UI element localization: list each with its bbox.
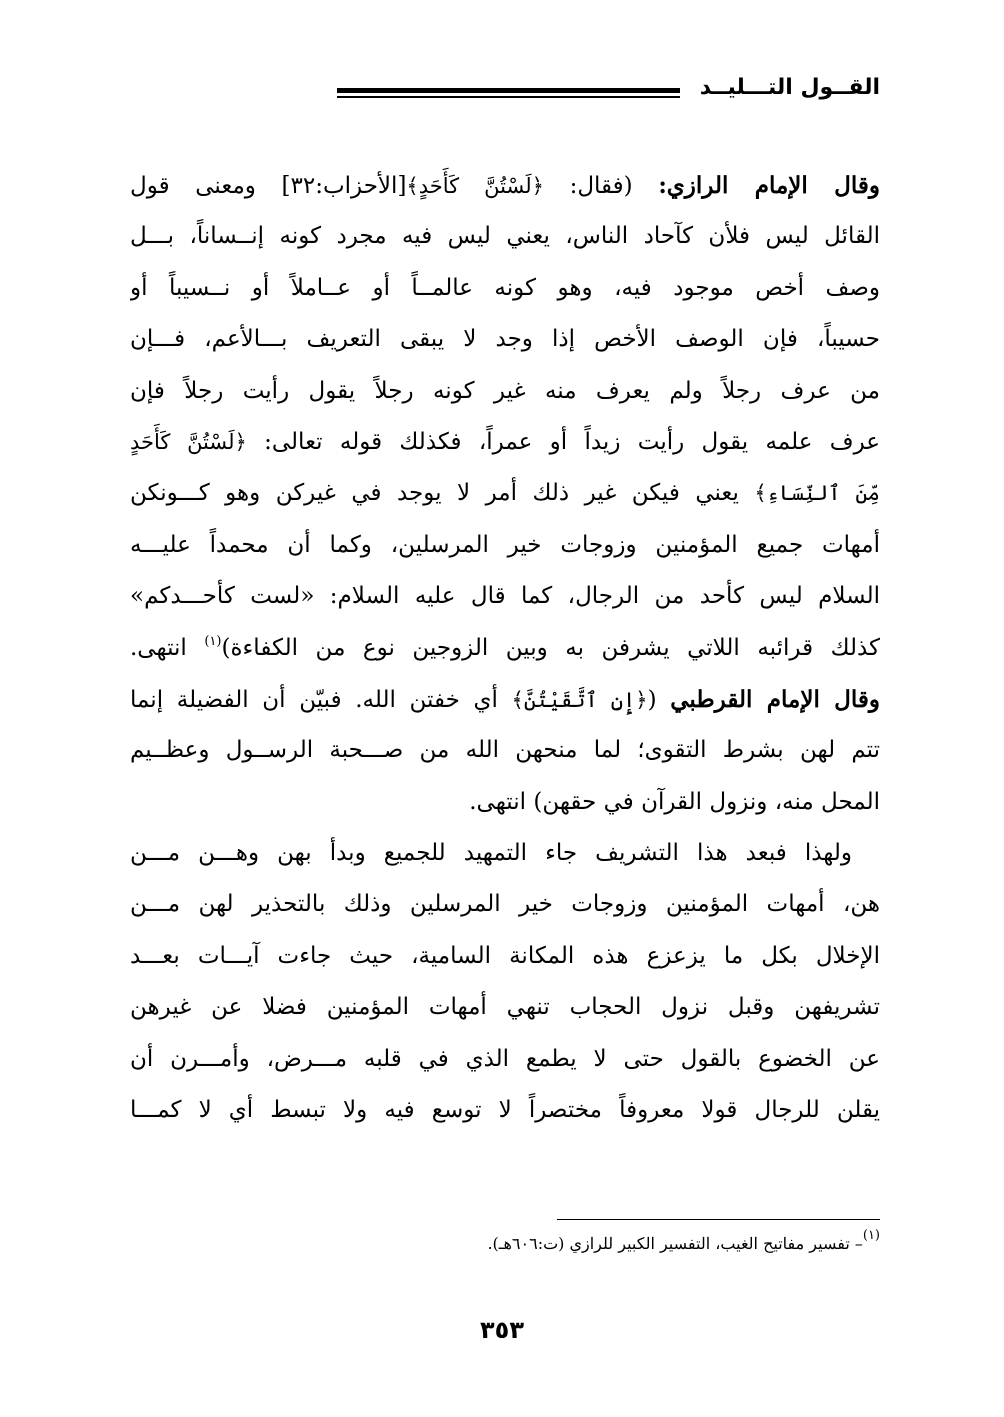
text-line-7 bbox=[130, 468, 880, 519]
footnote-separator bbox=[557, 1219, 880, 1220]
text-line-6 bbox=[130, 417, 880, 468]
footnote-text: – تفسير مفاتيح الغيب، التفسير الكبير للرازي (ت:٦٠٦هـ). bbox=[487, 1234, 863, 1253]
text-line-18: عن الخضوع بالقول حتى لا يطمع الذي في قلبه مـــرض، وأمـــرن أن bbox=[130, 1045, 880, 1072]
text-line-12: تتم لهن بشرط التقوى؛ لما منحهن الله من صـــحبة الرســول وعظــيم bbox=[130, 737, 880, 764]
text-line-8: أمهات جميع المؤمنين وزوجات خير المرسلين، وكما أن محمداً عليـــه bbox=[130, 531, 880, 558]
text-line-13: المحل منه، ونزول القرآن في حقهن) انتهى. bbox=[469, 788, 880, 815]
footnote-reference: (١) bbox=[204, 633, 222, 649]
footnote bbox=[487, 1228, 880, 1256]
text-segment: عرف علمه يقول رأيت زيداً أو عمراً، فكذلك قوله تعالى: bbox=[246, 428, 880, 455]
text-segment: انتهى. bbox=[130, 634, 205, 661]
running-header bbox=[130, 74, 880, 104]
text-line-1 bbox=[130, 160, 880, 211]
header-rule-thin bbox=[337, 96, 680, 98]
text-segment: [الأحزاب:٣٢] ومعنى قول bbox=[130, 173, 407, 199]
text-line-17: تشريفهن وقبل نزول الحجاب تنهي أمهات المؤمنين فضلا عن غيرهن bbox=[130, 994, 880, 1021]
scholar-name-qurtubi: وقال الإمام القرطبي bbox=[670, 685, 880, 713]
text-line-4: حسيباً، فإن الوصف الأخص إذا وجد لا يبقى التعريف بـــالأعم، فـــإن bbox=[130, 326, 880, 353]
scholar-name-razi: وقال الإمام الرازي: bbox=[658, 172, 880, 199]
text-line-16: الإخلال بكل ما يزعزع هذه المكانة السامية، حيث جاءت آيـــات بعـــد bbox=[130, 942, 880, 969]
header-rule-thick bbox=[337, 88, 680, 93]
text-line-14: ولهذا فبعد هذا التشريف جاء التمهيد للجميع وبدأ بهن وهـــن مـــن bbox=[130, 840, 852, 867]
text-segment: (فقال: bbox=[543, 173, 659, 199]
text-line-9: السلام ليس كأحد من الرجال، كما قال عليه السلام: «لست كأحـــدكم» bbox=[130, 583, 880, 610]
text-line-15: هن، أمهات المؤمنين وزوجات خير المرسلين وذلك بالتحذير لهن مـــن bbox=[130, 891, 880, 918]
page-number: ٣٥٣ bbox=[480, 1316, 524, 1344]
quran-verse: ﴿لَسْتُنَّ كَأَحَدٍ bbox=[130, 429, 247, 454]
text-segment: ( bbox=[647, 686, 671, 713]
quran-verse: مِّنَ ٱلنِّسَاءِ﴾ bbox=[754, 481, 880, 506]
text-segment: يعني فيكن غير ذلك أمر لا يوجد في غيركن وهو كـــونكن bbox=[130, 480, 755, 507]
text-line-19: يقلن للرجال قولا معروفاً مختصراً لا توسع فيه ولا تبسط أي لا كمـــا bbox=[130, 1097, 880, 1124]
text-line-3: وصف أخص موجود فيه، وهو كونه عالمــاً أو عــاملاً أو نــسيباً أو bbox=[130, 274, 880, 301]
text-segment: أي خفتن الله. فبيّن أن الفضيلة إنما bbox=[130, 686, 512, 713]
header-title: القــول التـــليــد bbox=[699, 75, 880, 100]
text-line-10 bbox=[130, 623, 880, 674]
text-line-2: القائل ليس فلأن كآحاد الناس، يعني ليس فيه مجرد كونه إنــساناً، بـــل bbox=[130, 223, 880, 250]
quran-verse: ﴿لَسْتُنَّ كَأَحَدٍ﴾ bbox=[406, 174, 544, 198]
text-line-11 bbox=[130, 674, 880, 725]
main-text bbox=[130, 160, 880, 1136]
footnote-marker: (١) bbox=[862, 1228, 880, 1243]
quran-verse: ﴿إِنِ ٱتَّقَيْتُنَّ﴾ bbox=[511, 687, 648, 712]
text-line-5: من عرف رجلاً ولم يعرف منه غير كونه رجلاً يقول رأيت رجلاً فإن bbox=[130, 377, 880, 404]
text-segment: كذلك قرائبه اللاتي يشرفن به وبين الزوجين نوع من الكفاءة) bbox=[221, 634, 880, 661]
